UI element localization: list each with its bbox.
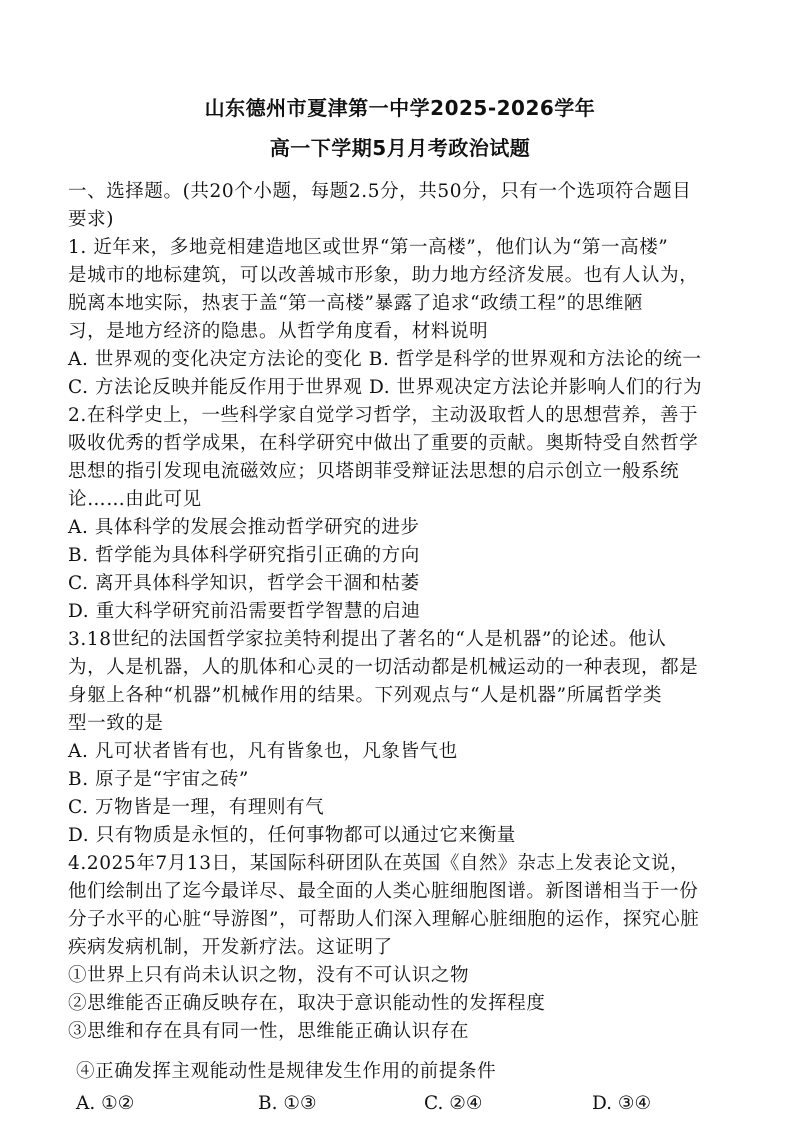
question-3-stem-line3: 身躯上各种“机器”机械作用的结果。下列观点与“人是机器”所属哲学类 — [68, 685, 663, 706]
exam-title-line2: 高一下学期5月月考政治试题 — [269, 136, 531, 160]
question-3-stem-line2: 为，人是机器，人的肌体和心灵的一切活动都是机械运动的一种表现，都是 — [68, 657, 699, 678]
question-1-stem-line3: 脱离本地实际，热衷于盖“第一高楼”暴露了追求“政绩工程”的思维陋 — [68, 293, 644, 314]
question-2-option-c: C. 离开具体科学知识，哲学会干涸和枯萎 — [68, 573, 420, 594]
question-4-choice-a: A. ①② — [76, 1093, 135, 1114]
question-4-stem-line1: 4.2025年7月13日，某国际科研团队在英国《自然》杂志上发表论文说， — [68, 853, 690, 874]
question-3-option-c: C. 万物皆是一理，有理则有气 — [68, 797, 325, 818]
question-3-option-d: D. 只有物质是永恒的，任何事物都可以通过它来衡量 — [68, 825, 516, 846]
question-1-stem-line2: 是城市的地标建筑，可以改善城市形象，助力地方经济发展。也有人认为， — [68, 265, 699, 286]
question-1-stem-line4: 习，是地方经济的隐患。从哲学角度看，材料说明 — [68, 321, 489, 342]
question-1-options-cd: C. 方法论反映并能反作用于世界观 D. 世界观决定方法论并影响人们的行为 — [68, 377, 703, 398]
question-4-statement-1: ①世界上只有尚未认识之物，没有不可认识之物 — [68, 965, 470, 986]
question-1-options-ab: A. 世界观的变化决定方法论的变化 B. 哲学是科学的世界观和方法论的统一 — [68, 349, 702, 370]
exam-title-line1: 山东德州市夏津第一中学2025-2026学年 — [204, 96, 596, 120]
question-4-choice-d: D. ③④ — [592, 1093, 652, 1114]
question-4-stem-line4: 疾病发病机制，开发新疗法。这证明了 — [68, 937, 393, 958]
question-3-stem-line4: 型一致的是 — [68, 713, 164, 734]
question-4-statement-2: ②思维能否正确反映存在，取决于意识能动性的发挥程度 — [68, 993, 546, 1014]
question-2-stem-line3: 思想的指引发现电流磁效应；贝塔朗菲受辩证法思想的启示创立一般系统 — [68, 461, 680, 482]
question-2-option-d: D. 重大科学研究前沿需要哲学智慧的启迪 — [68, 601, 421, 622]
question-4-statement-3: ③思维和存在具有同一性，思维能正确认识存在 — [68, 1021, 470, 1042]
question-3-option-a: A. 凡可状者皆有也，凡有皆象也，凡象皆气也 — [68, 741, 458, 762]
question-2-option-b: B. 哲学能为具体科学研究指引正确的方向 — [68, 545, 420, 566]
question-4-choice-c: C. ②④ — [424, 1093, 483, 1114]
question-3-option-b: B. 原子是“宇宙之砖” — [68, 769, 249, 790]
question-3-stem-line1: 3.18世纪的法国哲学家拉美特利提出了著名的“人是机器”的论述。他认 — [68, 629, 667, 650]
section-instruction-line2: 要求) — [68, 209, 115, 230]
question-2-stem-line2: 吸收优秀的哲学成果，在科学研究中做出了重要的贡献。奥斯特受自然哲学 — [68, 433, 699, 454]
question-4-choice-b: B. ①③ — [258, 1093, 317, 1114]
question-4-stem-line3: 分子水平的心脏“导游图”，可帮助人们深入理解心脏细胞的运作，探究心脏 — [68, 909, 700, 930]
question-2-stem-line4: 论……由此可见 — [68, 489, 202, 510]
question-2-option-a: A. 具体科学的发展会推动哲学研究的进步 — [68, 517, 420, 538]
question-4-stem-line2: 他们绘制出了迄今最详尽、最全面的人类心脏细胞图谱。新图谱相当于一份 — [68, 881, 699, 902]
question-2-stem-line1: 2.在科学史上，一些科学家自觉学习哲学，主动汲取哲人的思想营养，善于 — [68, 405, 699, 426]
question-1-stem-line1: 1. 近年来，多地竞相建造地区或世界“第一高楼”，他们认为“第一高楼” — [68, 237, 669, 258]
section-instruction-line1: 一、选择题。(共20个小题，每题2.5分，共50分，只有一个选项符合题目 — [68, 181, 692, 202]
question-4-statement-4: ④正确发挥主观能动性是规律发生作用的前提条件 — [76, 1061, 497, 1082]
